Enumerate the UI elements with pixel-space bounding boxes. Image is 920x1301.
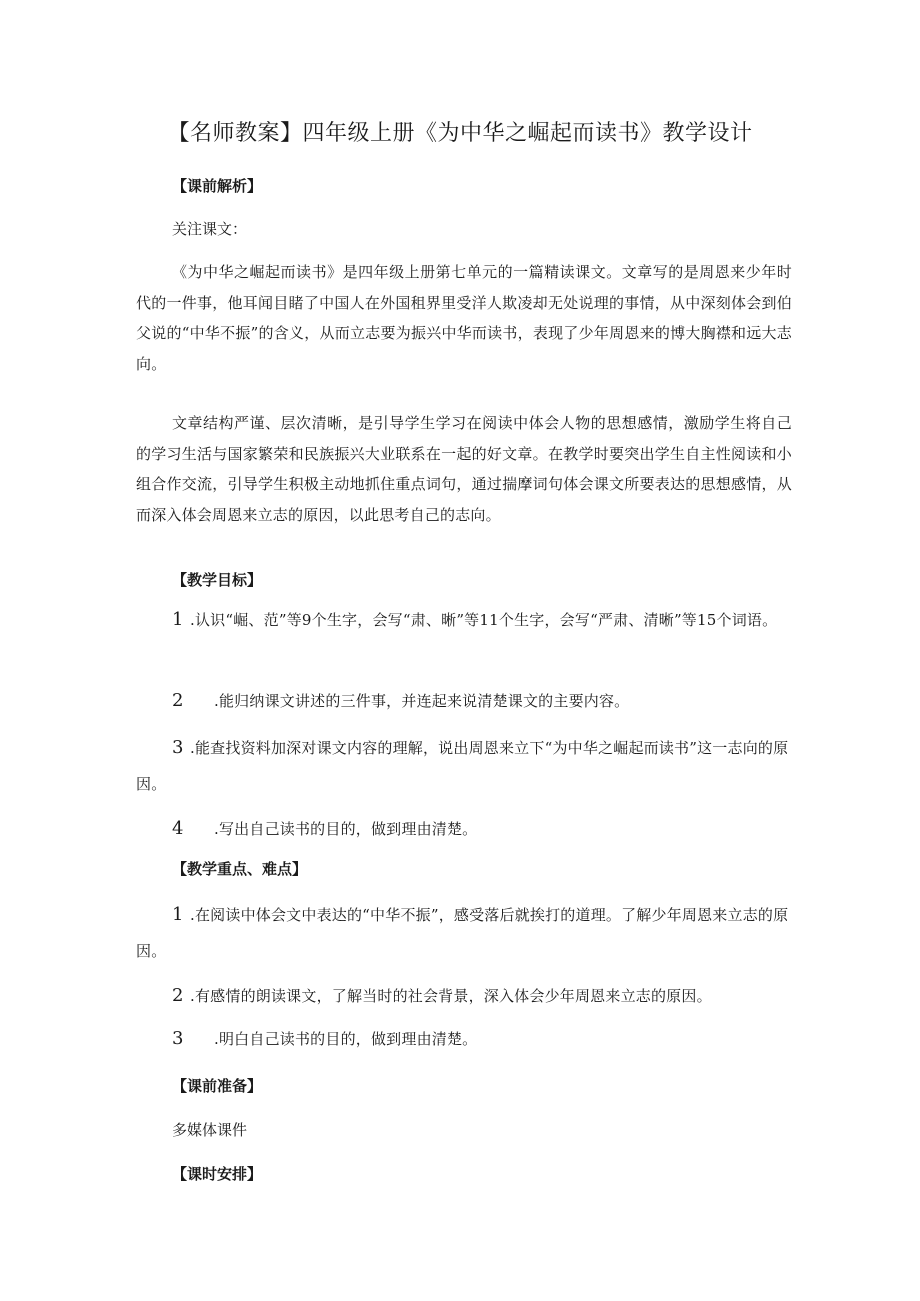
preparation-text: 多媒体课件 — [172, 1121, 248, 1139]
goal-text: .认识“崛、范”等9个生字，会写“肃、晰”等11个生字，会写“严肃、清晰”等15个词语。 — [190, 611, 778, 629]
focus-label: 关注课文： — [172, 220, 248, 238]
section-heading-key-points: 【教学重点、难点】 — [172, 860, 308, 878]
section-heading-goals: 【教学目标】 — [172, 571, 263, 589]
key-item-2 — [136, 978, 792, 1014]
key-number: 3 — [172, 1028, 184, 1049]
key-number: 2 — [172, 985, 184, 1006]
goal-item-3 — [136, 730, 792, 802]
goal-text: .写出自己读书的目的，做到理由清楚。 — [214, 820, 478, 838]
document-title: 【名师教案】四年级上册《为中华之崛起而读书》教学设计 — [167, 121, 753, 146]
section-heading-schedule: 【课时安排】 — [172, 1165, 263, 1183]
paragraph-intro: 《为中华之崛起而读书》是四年级上册第七单元的一篇精读课文。文章写的是周恩来少年时代的一件事，他耳闻目睹了中国人在外国租界里受洋人欺凌却无处说理的事情，从中深刻体会到伯父说的“中华不振”的含义，从而立志要为振兴中华而读书，表现了少年周恩来的博大胸襟和远大志向。 — [136, 263, 792, 373]
section-heading-analysis: 【课前解析】 — [172, 177, 263, 195]
section-heading-preparation: 【课前准备】 — [172, 1077, 263, 1095]
key-text: .在阅读中体会文中表达的“中华不振”，感受落后就挨打的道理。了解少年周恩来立志的原因。 — [136, 906, 789, 960]
key-text: .明白自己读书的目的，做到理由清楚。 — [214, 1030, 478, 1048]
goal-number: 1 — [172, 609, 184, 630]
goal-number: 2 — [172, 690, 184, 711]
key-item-3 — [136, 1021, 792, 1057]
goal-text: .能归纳课文讲述的三件事，并连起来说清楚课文的主要内容。 — [214, 692, 630, 710]
key-item-1 — [136, 897, 792, 969]
key-number: 1 — [172, 904, 184, 925]
goal-number: 3 — [172, 737, 184, 758]
goal-number: 4 — [172, 818, 184, 839]
key-text: .有感情的朗读课文，了解当时的社会背景，深入体会少年周恩来立志的原因。 — [190, 987, 712, 1005]
goal-item-2 — [136, 683, 792, 719]
goal-item-1 — [136, 602, 792, 638]
goal-item-4 — [136, 811, 792, 847]
paragraph-structure: 文章结构严谨、层次清晰，是引导学生学习在阅读中体会人物的思想感情，激励学生将自己的学习生活与国家繁荣和民族振兴大业联系在一起的好文章。在教学时要突出学生自主性阅读和小组合作交流，引导学生积极主动地抓住重点词句，通过揣摩词句体会课文所要表达的思想感情，从而深入体会周恩来立志的原因，以此思考自己的志向。 — [136, 414, 792, 524]
goal-text: .能查找资料加深对课文内容的理解，说出周恩来立下“为中华之崛起而读书”这一志向的原因。 — [136, 739, 789, 793]
